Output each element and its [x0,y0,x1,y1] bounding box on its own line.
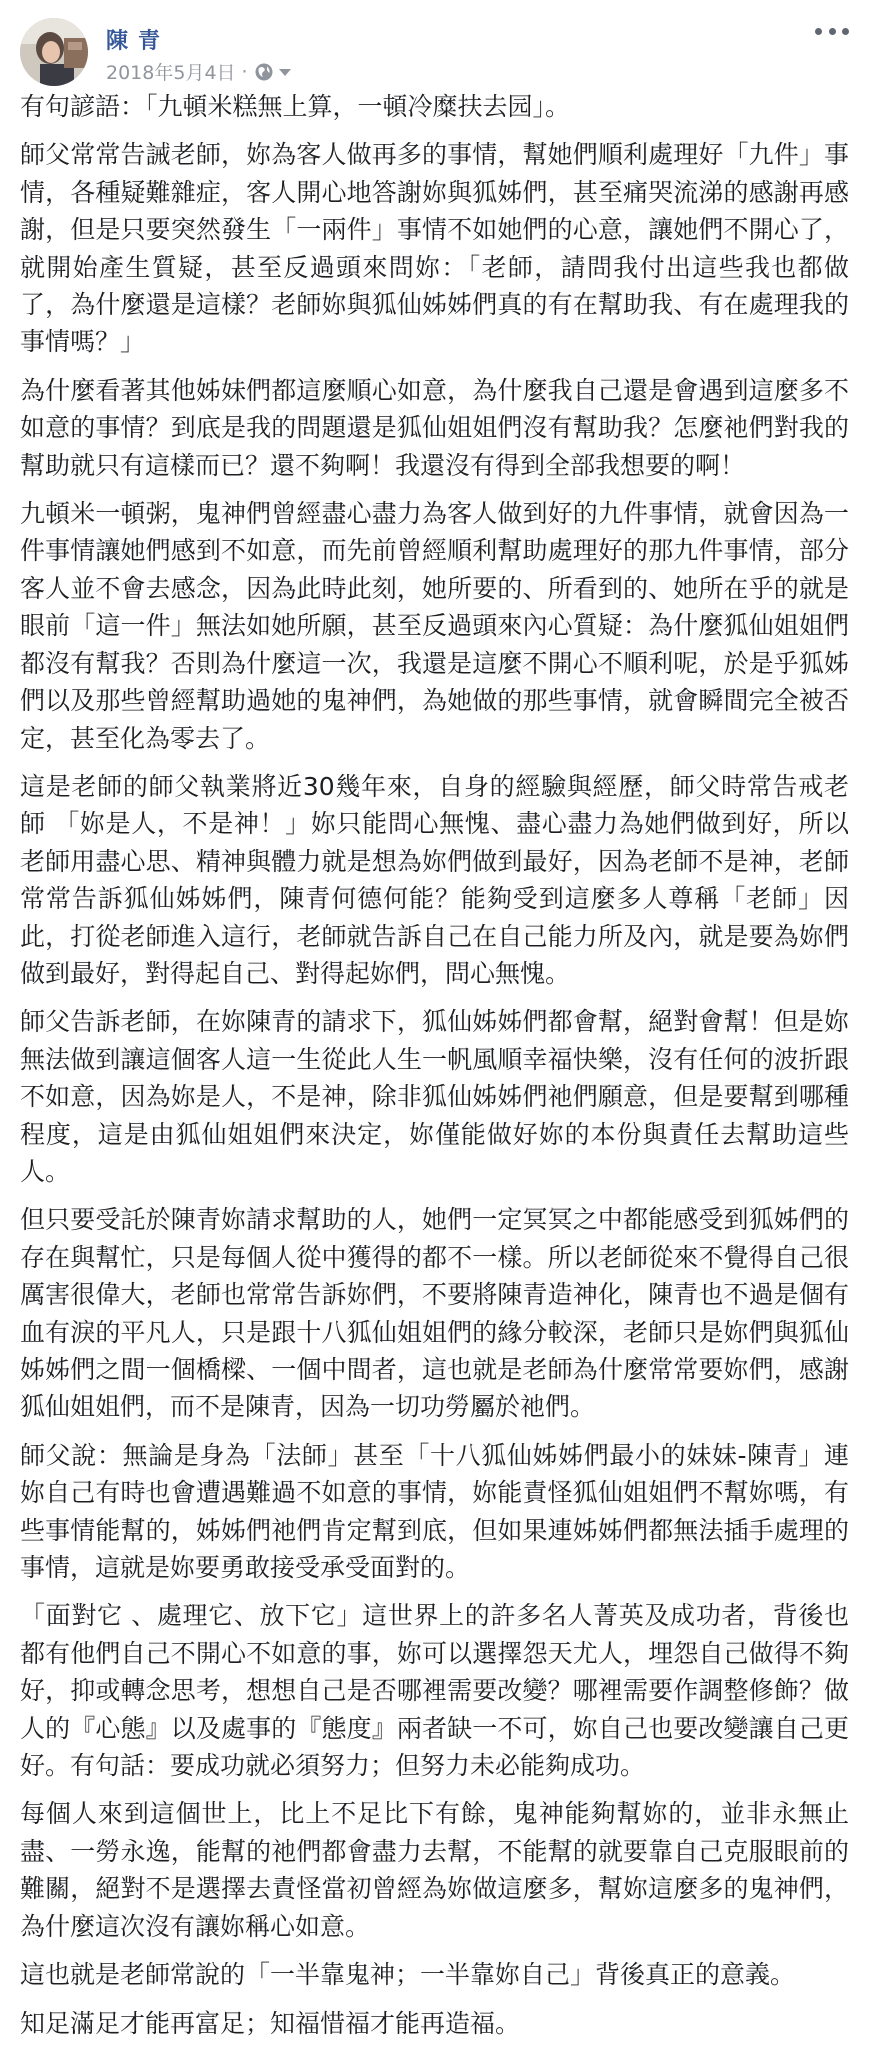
post-paragraph: 知足滿足才能再富足；知福惜福才能再造福。 [20,2008,521,2038]
post-paragraph: 「面對它 、處理它、放下它」這世界上的許多名人菁英及成功者，背後也都有他們自己不開心不如意的事，妳可以選擇怨天尤人，埋怨自己做得不夠好，抑或轉念思考，想想自己是否哪裡需要改變？哪裡需要作調整修飾？做人的『心態』以及處事的『態度』兩者缺一不可，妳自己也要改變讓自己更好。有句話：要成功就必須努力；但努力未必能夠成功。 [20,1601,849,1781]
post-paragraph: 有句諺語：「九頓米糕無上算，一頓冷糜扶去园」。 [20,92,571,121]
post-paragraph: 為什麼看著其他姊妹們都這麼順心如意，為什麼我自己還是會遇到這麼多不如意的事情？到底是我的問題還是狐仙姐姐們沒有幫助我？怎麼祂們對我的幫助就只有這樣而已？還不夠啊！我還沒有得到全部我想要的啊！ [20,375,849,480]
post-paragraph: 師父常常告誡老師，妳為客人做再多的事情，幫她們順利處理好「九件」事情，各種疑難雜症，客人開心地答謝妳與狐姊們，甚至痛哭流涕的感謝再感謝，但是只要突然發生「一兩件」事情不如她們的心意，讓她們不開心了，就開始產生質疑，甚至反過頭來問妳：「老師，請問我付出這些我也都做了，為什麼還是這樣？老師妳與狐仙姊姊們真的有在幫助我、有在處理我的事情嗎？」 [20,140,849,357]
more-options-icon[interactable] [815,22,849,40]
author-name[interactable]: 陳青 [106,29,171,54]
post-date[interactable]: 2018年5月4日 [106,62,236,84]
post-body [20,88,849,2053]
post-paragraph: 九頓米一頓粥，鬼神們曾經盡心盡力為客人做到好的九件事情，就會因為一件事情讓她們感到不如意，而先前曾經順利幫助處理好的那九件事情，部分客人並不會去感念，因為此時此刻，她所要的、所看到的、她所在乎的就是眼前「這一件」無法如她所願，甚至反過頭來內心質疑：為什麼狐仙姐姐們都沒有幫我？否則為什麼這一次，我還是這麼不開心不順利呢，於是乎狐姊們以及那些曾經幫助過她的鬼神們，為她做的那些事情，就會瞬間完全被否定，甚至化為零去了。 [20,499,849,753]
avatar[interactable] [20,18,88,86]
post-meta [106,58,292,85]
post-paragraph: 師父告訴老師，在妳陳青的請求下，狐仙姊姊們都會幫，絕對會幫！但是妳無法做到讓這個客人這一生從此人生一帆風順幸福快樂，沒有任何的波折跟不如意，因為妳是人，不是神，除非狐仙姊姊們祂們願意，但是要幫到哪種程度，這是由狐仙姐姐們來決定，妳僅能做好妳的本份與責任去幫助這些人。 [20,1007,849,1186]
chevron-down-icon[interactable] [278,65,292,79]
more-dot [815,28,822,35]
globe-icon[interactable] [254,62,274,82]
post-paragraph: 但只要受託於陳青妳請求幫助的人，她們一定冥冥之中都能感受到狐姊們的存在與幫忙，只是每個人從中獲得的都不一樣。所以老師從來不覺得自己很厲害很偉大，老師也常常告訴妳們，不要將陳青造神化，陳青也不過是個有血有淚的平凡人，只是跟十八狐仙姐姐們的緣分較深，老師只是妳們與狐仙姊姊們之間一個橋樑、一個中間者，這也就是老師為什麼常常要妳們，感謝狐仙姐姐們，而不是陳青，因為一切功勞屬於祂們。 [20,1205,849,1422]
avatar-image [20,18,88,86]
post-paragraph: 師父說：無論是身為「法師」甚至「十八狐仙姊姊們最小的妹妹-陳青」連妳自己有時也會遭遇難過不如意的事情，妳能責怪狐仙姐姐們不幫妳嗎，有些事情能幫的，姊姊們祂們肯定幫到底，但如果連姊姊們都無法插手處理的事情，這就是妳要勇敢接受承受面對的。 [20,1440,849,1583]
post-header [20,18,849,86]
post-paragraph: 每個人來到這個世上，比上不足比下有餘，鬼神能夠幫妳的，並非永無止盡、一勞永逸，能幫的祂們都會盡力去幫，不能幫的就要靠自己克服眼前的難關，絕對不是選擇去責怪當初曾經為妳做這麼多，幫妳這麼多的鬼神們，為什麼這次沒有讓妳稱心如意。 [20,1799,849,1941]
more-dot [829,28,836,35]
post-paragraph: 這也就是老師常說的「一半靠鬼神；一半靠妳自己」背後真正的意義。 [20,1960,796,1990]
meta-separator: · [241,60,248,83]
post-paragraph: 這是老師的師父執業將近30幾年來，自身的經驗與經歷，師父時常告戒老師 「妳是人，不是神！」妳只能問心無愧、盡心盡力為她們做到好，所以老師用盡心思、精神與體力就是想為妳們做到最好，因為老師不是神，老師常常告訴狐仙姊姊們，陳青何德何能？能夠受到這麼多人尊稱「老師」因此，打從老師進入這行，老師就告訴自己在自己能力所及內，就是要為妳們做到最好，對得起自己、對得起妳們，問心無愧。 [20,771,849,988]
more-dot [842,28,849,35]
